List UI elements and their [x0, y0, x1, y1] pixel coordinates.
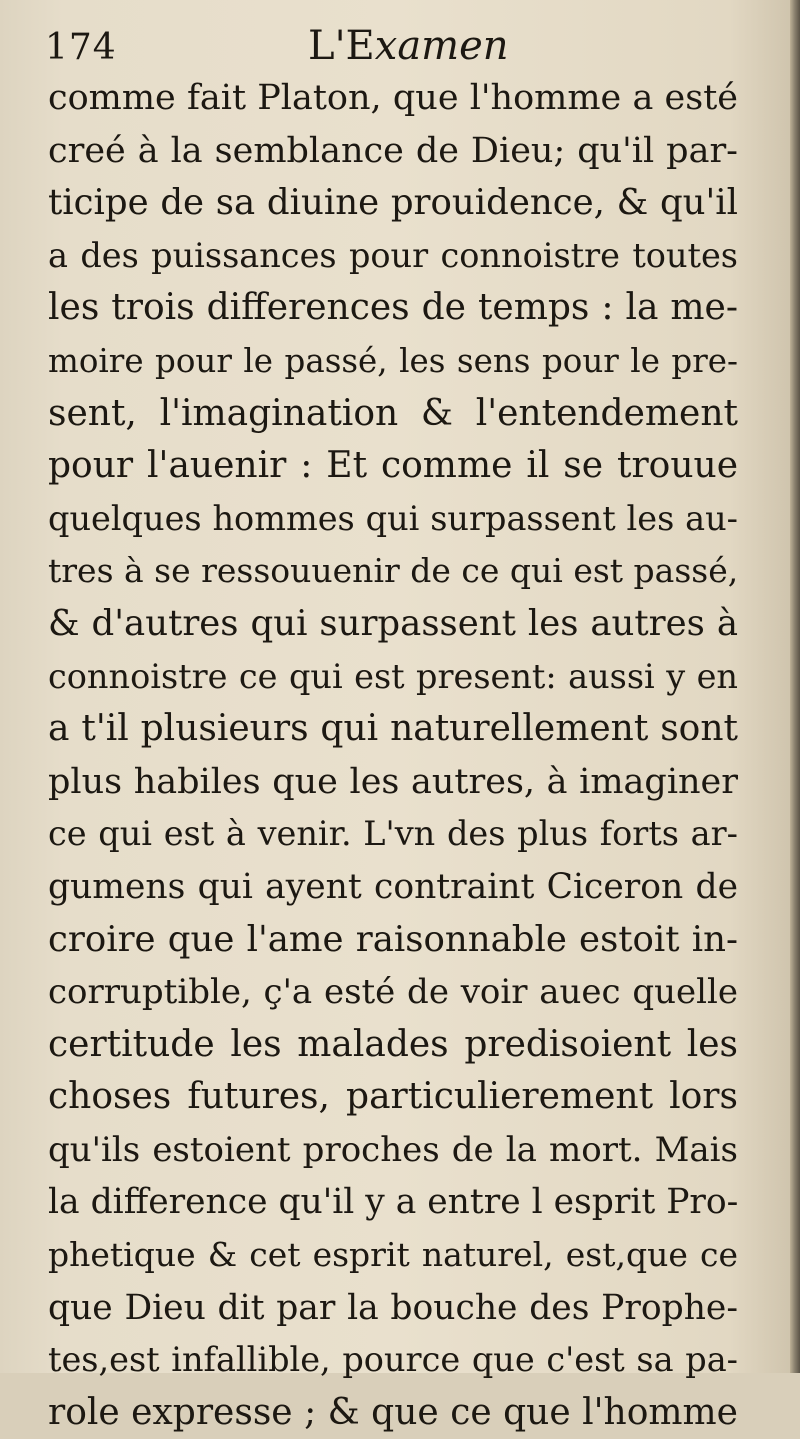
text-line: tes,est infallible, pource que c'est sa pa-: [48, 1340, 738, 1380]
text-line: pour l'auenir : Et comme il se trouue: [48, 445, 738, 487]
page-edge-shadow: [790, 0, 800, 1373]
text-line: creé à la semblance de Dieu; qu'il par-: [48, 130, 738, 171]
text-line: croire que l'ame raisonnable estoit in-: [48, 918, 738, 960]
page-header: [0, 18, 792, 78]
page-number: 174: [45, 27, 117, 68]
text-line: moire pour le passé, les sens pour le pre-: [48, 341, 738, 380]
text-line: comme fait Platon, que l'homme a esté: [48, 78, 738, 118]
text-line: les trois differences de temps : la me-: [48, 287, 738, 329]
running-title: [308, 18, 509, 74]
running-title-initial: L'E: [308, 23, 375, 69]
text-line: qu'ils estoient proches de la mort. Mais: [48, 1129, 738, 1170]
text-line: connoistre ce qui est present: aussi y en: [48, 656, 738, 696]
text-line: certitude les malades predisoient les: [48, 1023, 738, 1065]
text-line: corruptible, ç'a esté de voir auec quelle: [48, 972, 738, 1013]
text-line: tres à se ressouuenir de ce qui est passé,: [48, 551, 738, 591]
text-line: phetique & cet esprit naturel, est,que ce: [48, 1235, 738, 1275]
text-line: a t'il plusieurs qui naturellement sont: [48, 708, 738, 750]
text-line: plus habiles que les autres, à imaginer: [48, 761, 738, 802]
text-line: que Dieu dit par la bouche des Prophe-: [48, 1287, 738, 1328]
text-line: a des puissances pour connoistre toutes: [48, 235, 738, 275]
running-title-rest: xamen: [374, 23, 509, 69]
text-line: quelques hommes qui surpassent les au-: [48, 498, 738, 538]
text-line: sent, l'imagination & l'entendement: [48, 392, 738, 434]
text-line: ce qui est à venir. L'vn des plus forts ar-: [48, 814, 738, 854]
body-text: [48, 72, 738, 1439]
text-line: role expresse ; & que ce que l'homme: [48, 1391, 738, 1433]
text-line: gumens qui ayent contraint Ciceron de: [48, 866, 738, 907]
text-line: la difference qu'il y a entre l esprit Pro-: [48, 1182, 738, 1223]
text-line: choses futures, particulierement lors: [48, 1076, 738, 1118]
text-line: ticipe de sa diuine prouidence, & qu'il: [48, 182, 738, 224]
text-line: & d'autres qui surpassent les autres à: [48, 602, 738, 644]
